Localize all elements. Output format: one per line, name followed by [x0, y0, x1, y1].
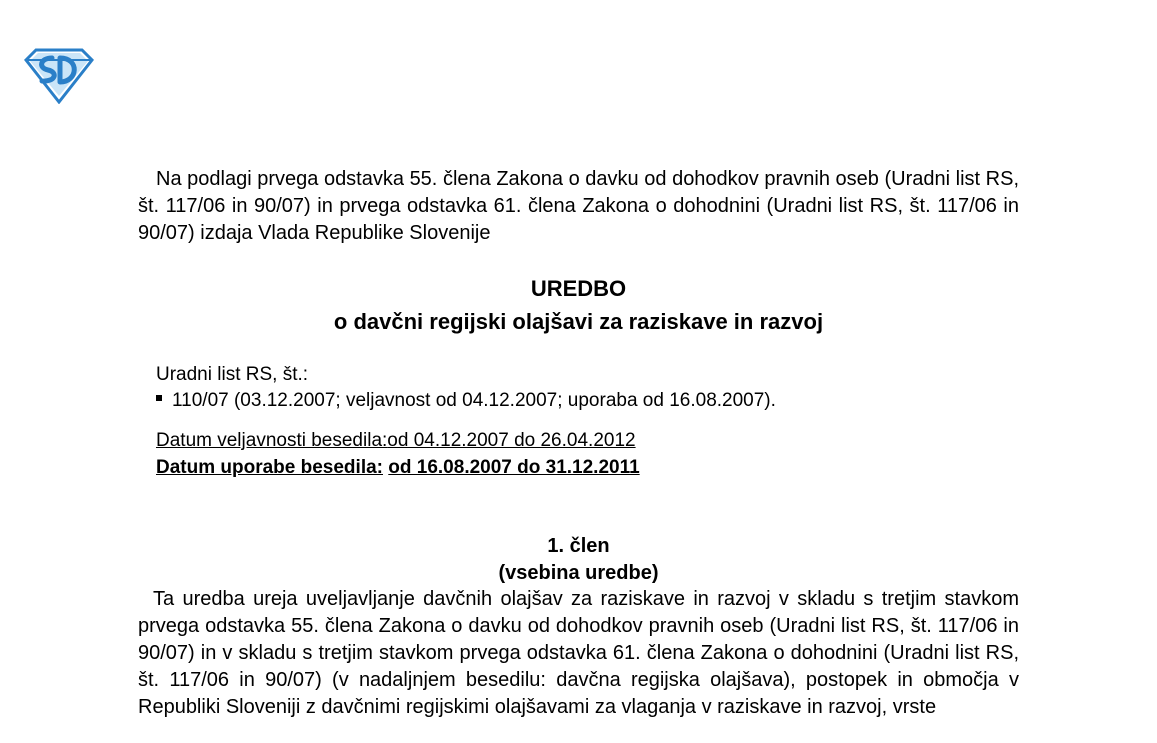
text-dates [156, 427, 640, 481]
title-line-2: o davčni regijski olajšavi za raziskave in razvoj [333, 309, 824, 334]
gazette-label: Uradni list RS, št.: [156, 364, 309, 385]
gazette-entry: 110/07 (03.12.2007; veljavnost od 04.12.2007; uporaba od 16.08.2007). [172, 390, 776, 411]
preamble: Na podlagi prvega odstavka 55. člena Zakona o davku od dohodkov pravnih oseb (Uradni list RS, št. 117/06 in 90/07) in prvega odstavka 61. člena Zakona o dohodnini (Uradni list RS, št. 117/06 in 90/07) izdaja Vlada Republike Slovenije [138, 168, 1019, 244]
article-subject: (vsebina uredbe) [498, 562, 659, 584]
validity-value: od 04.12.2007 do 26.04.2012 [387, 430, 636, 451]
use-row [156, 454, 640, 481]
sd-logo [22, 48, 96, 104]
title-line-1: UREDBO [530, 276, 627, 301]
article-text: Ta uredba ureja uveljavljanje davčnih olajšav za raziskave in razvoj v skladu s tretjim stavkom prvega odstavka 55. člena Zakona o davku od dohodkov pravnih oseb (Uradni list RS, št. 117/06 in 90/07) in v skladu s tretjim stavkom prvega odstavka 61. člena Zakona o dohodnini (Uradni list RS, št. 117/06 in 90/07) (v nadaljnjem besedilu: davčna regijska olajšava), postopek in območja v Republiki Sloveniji z davčnimi regijskimi olajšavami za vlaganja v raziskave in razvoj, vrste [138, 588, 1019, 718]
use-value: od 16.08.2007 do 31.12.2011 [388, 457, 640, 478]
article-number: 1. člen [547, 535, 610, 557]
validity-row [156, 427, 640, 454]
validity-label: Datum veljavnosti besedila: [156, 430, 388, 451]
document-title [138, 272, 1019, 338]
bullet-icon [156, 395, 162, 401]
gazette-entry-row [156, 388, 1016, 414]
gazette-info [156, 362, 1016, 414]
use-label: Datum uporabe besedila: [156, 457, 383, 478]
article-heading [138, 533, 1019, 587]
